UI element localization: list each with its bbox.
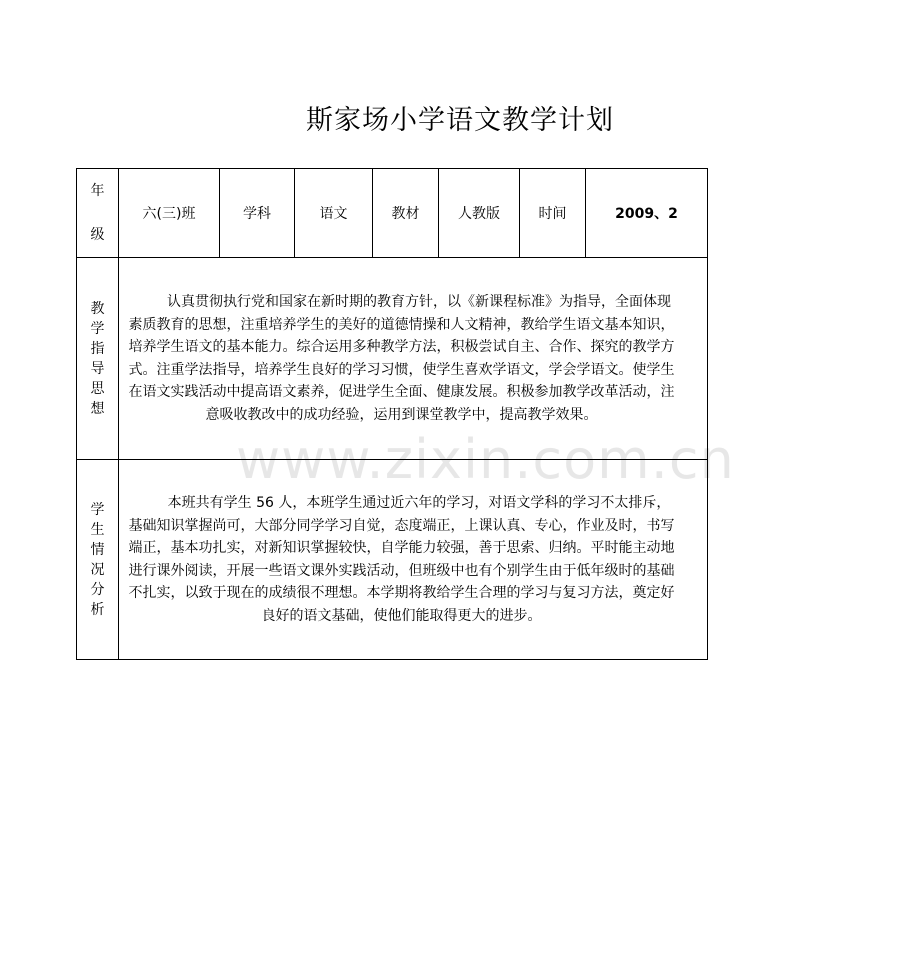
student-row [77, 460, 708, 660]
subject-value: 语文 [295, 169, 373, 258]
guide-label-char: 想 [90, 400, 105, 417]
grade-label-bottom: 级 [90, 227, 105, 243]
subject-label: 学科 [220, 169, 295, 258]
student-label-char: 析 [90, 601, 105, 618]
grade-label-top: 年 [90, 183, 105, 199]
guide-label-char: 教 [90, 300, 105, 317]
grade-label-cell [77, 169, 119, 258]
guide-label-char: 思 [90, 380, 105, 397]
watermark: www.zixin.com.cn [236, 428, 735, 491]
document-title: 斯家场小学语文教学计划 [306, 105, 614, 136]
time-label: 时间 [520, 169, 586, 258]
student-text: 本班共有学生 56 人，本班学生通过近六年的学习，对语文学科的学习不太排斥，基础知识掌握尚可，大部分同学学习自觉，态度端正，上课认真、专心，作业及时，书写端正，基本功扎实，对新知识掌握较快，自学能力较强，善于思索、归纳。平时能主动地进行课外阅读，开展一些语文课外实践活动，但班级中也有个别学生由于低年级时的基础不扎实，以致于现在的成绩很不理想。本学期将教给学生合理的学习与复习方法，奠定好良好的语文基础，使他们能取得更大的进步。 [119, 460, 708, 660]
student-label-char: 分 [90, 581, 105, 598]
guide-label-char: 学 [90, 320, 105, 337]
student-label-char: 况 [90, 561, 105, 578]
guide-text: 认真贯彻执行党和国家在新时期的教育方针，以《新课程标准》为指导，全面体现素质教育的思想，注重培养学生的美好的道德情操和人文精神，教给学生语文基本知识，培养学生语文的基本能力。综合运用多种教学方法，积极尝试自主、合作、探究的教学方式。注重学法指导，培养学生良好的学习习惯，使学生喜欢学语文，学会学语文。使学生在语文实践活动中提高语文素养，促进学生全面、健康发展。积极参加教学改革活动，注意吸收教改中的成功经验，运用到课堂教学中，提高教学效果。 [119, 258, 708, 460]
student-label [90, 500, 106, 620]
header-row [77, 169, 708, 258]
guide-label-char: 导 [90, 360, 105, 377]
student-label-char: 学 [90, 501, 105, 518]
student-label-char: 情 [90, 541, 105, 558]
textbook-value: 人教版 [439, 169, 520, 258]
textbook-label: 教材 [373, 169, 439, 258]
class-value: 六(三)班 [119, 169, 220, 258]
guide-row [77, 258, 708, 460]
guide-label [90, 299, 106, 419]
plan-table [76, 168, 708, 660]
student-label-char: 生 [90, 521, 105, 538]
student-label-cell [77, 460, 119, 660]
guide-label-char: 指 [90, 340, 105, 357]
time-value: 2009、2 [586, 169, 708, 258]
guide-label-cell [77, 258, 119, 460]
